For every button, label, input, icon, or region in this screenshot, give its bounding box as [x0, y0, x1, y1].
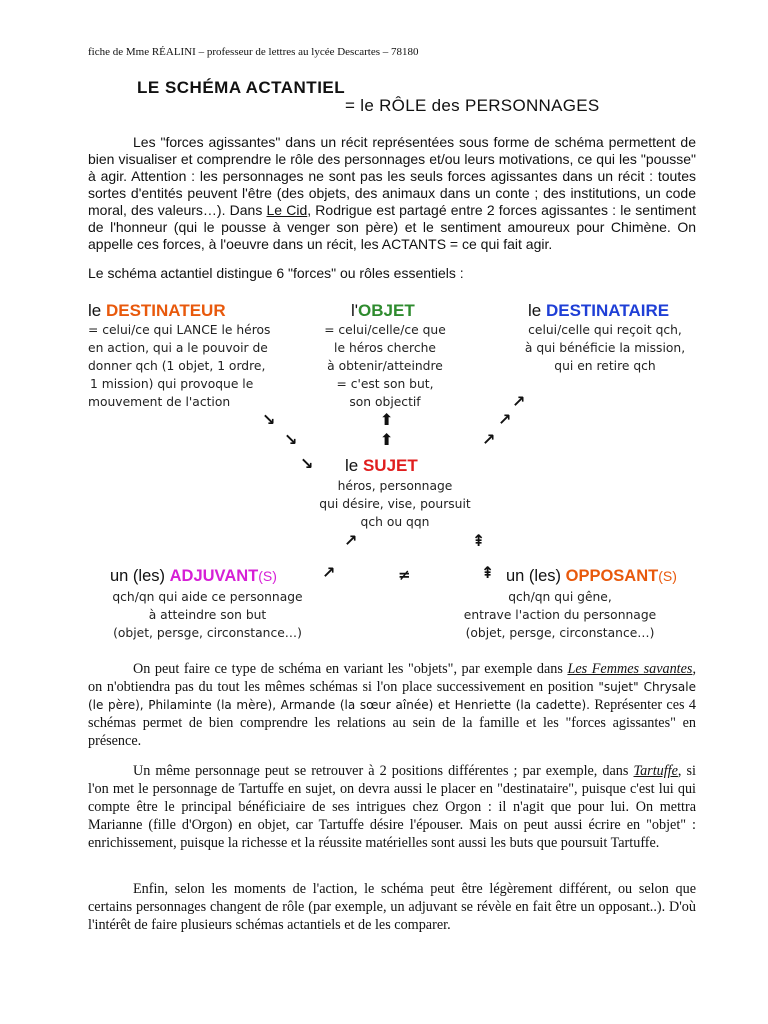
para1-text: On peut faire ce type de schéma en variant les "objets", par exemple dans	[133, 661, 568, 677]
destinataire-description	[505, 321, 705, 375]
paragraph-conclusion	[88, 880, 696, 934]
objet-label: OBJET	[358, 301, 415, 320]
para3-text: Enfin, selon les moments de l'action, le schéma peut être légèrement différent, ou selon que certains personnages changent de rôle (par exemple, un adjuvant se révèle en fait être un opposant..). D'où l'intérêt de faire plusieurs schémas actantiels et de les comparer.	[88, 881, 696, 933]
destinateur-line: en action, qui a le pouvoir de	[88, 341, 268, 355]
adjuvant-description	[95, 588, 320, 642]
objet-line: = c'est son but,	[336, 377, 434, 391]
objet-article: l'	[351, 301, 359, 320]
not-equal-sign: ≠	[398, 566, 411, 584]
destinateur-line: mouvement de l'action	[88, 395, 231, 409]
opposant-heading	[506, 567, 677, 586]
paragraph-tartuffe	[88, 762, 696, 852]
opposant-line: qch/qn qui gêne,	[508, 590, 612, 604]
objet-description	[300, 321, 470, 411]
intro-text-1: Les "forces agissantes" dans un récit représentées sous forme de schéma permettent de bien visualiser et comprendre le rôle des personnages et/ou leurs motivations, ce qui les "pousse" à agir. Attention : les personnages ne sont pas les seuls forces agissantes dans un récit : toutes sortes d'entités peuvent l'être (des objets, des animaux dans un conte ; des institutions, un code moral, des valeurs…). Dans	[88, 134, 696, 218]
destinataire-line: celui/celle qui reçoit qch,	[528, 323, 682, 337]
para1-text: Représenter ces 4 schémas permet de bien comprendre les relations au sein de la famille et les "forces agissantes" en présence.	[88, 697, 696, 749]
sujet-line: héros, personnage	[337, 479, 453, 493]
page-header: fiche de Mme RÉALINI – professeur de lettres au lycée Descartes – 78180	[88, 46, 419, 58]
opposant-suffix: (S)	[658, 568, 677, 584]
arrow-up-icon: ⬆	[380, 410, 394, 429]
intro-paragraph	[88, 134, 696, 253]
opposant-line: (objet, persge, circonstance…)	[465, 626, 655, 640]
destinataire-heading	[528, 301, 669, 321]
page-title: LE SCHÉMA ACTANTIEL	[137, 78, 346, 97]
sujet-label: SUJET	[362, 456, 418, 475]
destinataire-line: qui en retire qch	[554, 359, 656, 373]
opposant-line: entrave l'action du personnage	[463, 608, 657, 622]
adjuvant-heading	[110, 567, 277, 586]
work-title-tartuffe: Tartuffe	[633, 763, 678, 779]
blocked-arrow-icon: ⇞	[481, 563, 495, 582]
adjuvant-article: un (les)	[110, 567, 170, 585]
objet-line: à obtenir/atteindre	[327, 359, 443, 373]
destinateur-label: DESTINATEUR	[105, 301, 226, 320]
objet-line: le héros cherche	[334, 341, 436, 355]
sujet-heading	[345, 456, 418, 476]
sujet-line: qui désire, vise, poursuit	[319, 497, 471, 511]
arrow-down-right-icon: ↘	[300, 454, 314, 473]
blocked-arrow-icon: ⇞	[472, 531, 486, 550]
para1-characters: "sujet" Chrysale (le père), Philaminte (la mère), Armande (la sœur aînée) et Henriette (la cadette).	[88, 680, 696, 712]
opposant-label: OPPOSANT	[565, 567, 659, 585]
destinateur-article: le	[88, 301, 106, 320]
page-subtitle: = le RÔLE des PERSONNAGES	[345, 96, 600, 115]
destinataire-article: le	[528, 301, 546, 320]
arrow-up-right-icon: ↗	[482, 430, 496, 449]
objet-line: = celui/celle/ce que	[324, 323, 446, 337]
para2-text: Un même personnage peut se retrouver à 2 positions différentes ; par exemple, dans	[133, 763, 634, 779]
intro-work-title: Le Cid	[266, 202, 308, 218]
arrow-up-right-icon: ↗	[344, 531, 358, 550]
arrow-up-right-icon: ↗	[322, 563, 336, 582]
adjuvant-line: qch/qn qui aide ce personnage	[112, 590, 303, 604]
adjuvant-suffix: (S)	[258, 568, 277, 584]
objet-heading	[351, 301, 415, 321]
adjuvant-line: (objet, persge, circonstance…)	[113, 626, 302, 640]
destinataire-line: à qui bénéficie la mission,	[524, 341, 686, 355]
work-title-femmes-savantes: Les Femmes savantes	[567, 661, 693, 677]
destinateur-description	[88, 321, 270, 411]
opposant-article: un (les)	[506, 567, 566, 585]
arrow-up-icon: ⬆	[380, 430, 394, 449]
para1-text: , on n'obtiendra pas du tout les mêmes schémas si l'on place successivement en position	[88, 661, 696, 695]
opposant-description	[445, 588, 675, 642]
sujet-line: qch ou qqn	[360, 515, 430, 529]
destinateur-heading	[88, 301, 226, 321]
destinateur-line: = celui/ce qui LANCE le héros	[88, 323, 271, 337]
sujet-article: le	[345, 456, 363, 475]
para2-text: , si l'on met le personnage de Tartuffe en sujet, on devra aussi le placer en "destinataire", puisque c'est lui qui compte être le principal bénéficiaire de ses intrigues chez Orgon : il n'agit que pour lui. On mettra Marianne (fille d'Orgon) en objet, car Tartuffe désire l'épouser. Mais on peut aussi écrire en "objet" : enrichissement, puisque la richesse et la réussite matérielles sont aussi les buts que poursuit Tartuffe.	[88, 763, 696, 851]
destinataire-label: DESTINATAIRE	[545, 301, 670, 320]
paragraph-femmes-savantes	[88, 660, 696, 750]
adjuvant-label: ADJUVANT	[169, 567, 259, 585]
sujet-description	[300, 477, 490, 531]
schema-intro-line: Le schéma actantiel distingue 6 "forces" ou rôles essentiels :	[88, 265, 464, 281]
objet-line: son objectif	[349, 395, 421, 409]
destinateur-line: donner qch (1 objet, 1 ordre,	[88, 359, 266, 373]
arrow-up-right-icon: ↗	[498, 410, 512, 429]
arrow-down-right-icon: ↘	[284, 430, 298, 449]
arrow-down-right-icon: ↘	[262, 410, 276, 429]
destinateur-line: 1 mission) qui provoque le	[90, 377, 254, 391]
arrow-up-right-icon: ↗	[512, 392, 526, 411]
adjuvant-line: à atteindre son but	[148, 608, 267, 622]
intro-text-2: , Rodrigue est partagé entre 2 forces agissantes : le sentiment de l'honneur (qui le pousse à venger son père) et le sentiment amoureux pour Chimène. On appelle ces forces, à l'oeuvre dans un récit, les ACTANTS = ce qui fait agir.	[88, 202, 696, 252]
